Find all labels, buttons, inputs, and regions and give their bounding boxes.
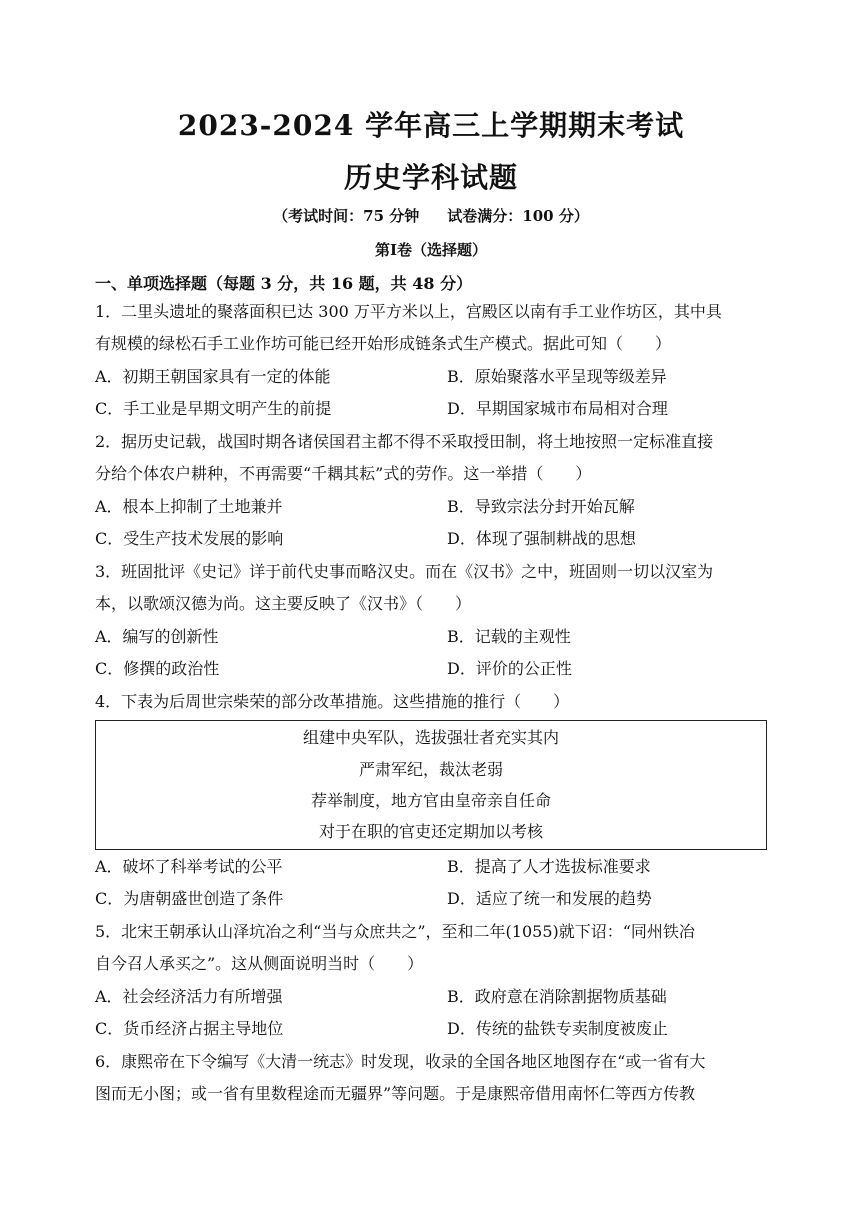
exam-time: （考试时间：75 分钟 [273,207,420,225]
exam-title: 2023-2024 学年高三上学期期末考试 [177,109,685,142]
question-5-option-a[interactable]: A．社会经济活力有所增强 [95,987,283,1006]
question-3-option-b[interactable]: B．记载的主观性 [447,627,571,646]
question-4-option-b[interactable]: B．提高了人才选拔标准要求 [447,857,651,876]
question-5-line-1: 5．北宋王朝承认山泽坑冶之利“当与众庶共之”，至和二年(1055)就下诏：“同州铁冶 [95,922,695,941]
question-2-option-d[interactable]: D．体现了强制耕战的思想 [447,529,636,548]
question-3-line-2: 本，以歌颂汉德为尚。这主要反映了《汉书》（ ） [95,594,472,613]
question-6-line-1: 6．康熙帝在下令编写《大清一统志》时发现，收录的全国各地区地图存在“或一省有大 [95,1052,706,1071]
question-1-option-a[interactable]: A．初期王朝国家具有一定的体能 [95,367,331,386]
question-2-line-1: 2．据历史记载，战国时期各诸侯国君主都不得不采取授田制，将土地按照一定标准直接 [95,432,714,451]
reform-table-row: 荐举制度，地方官由皇帝亲自任命 [310,791,551,810]
question-2-line-2: 分给个体农户耕种，不再需要“千耦其耘”式的劳作。这一举措（ ） [95,464,592,483]
question-4-line-1: 4．下表为后周世宗柴荣的部分改革措施。这些措施的推行（ ） [95,692,570,711]
reform-table-row: 组建中央军队，选拔强壮者充实其内 [302,728,559,747]
reform-table-row: 严肃军纪，裁汰老弱 [358,760,503,779]
question-4-option-d[interactable]: D．适应了统一和发展的趋势 [447,889,652,908]
question-4-option-a[interactable]: A．破坏了科举考试的公平 [95,857,283,876]
exam-meta [95,205,767,226]
question-3-option-c[interactable]: C．修撰的政治性 [95,659,220,678]
question-2-option-c[interactable]: C．受生产技术发展的影响 [95,529,284,548]
question-5-option-c[interactable]: C．货币经济占据主导地位 [95,1019,284,1038]
question-3-option-a[interactable]: A．编写的创新性 [95,627,219,646]
question-3-option-d[interactable]: D．评价的公正性 [447,659,572,678]
question-1-line-1: 1．二里头遗址的聚落面积已达 300 万平方米以上，宫殿区以南有手工业作坊区，其中具 [95,302,722,321]
question-1-option-d[interactable]: D．早期国家城市布局相对合理 [447,399,668,418]
question-6-line-2: 图而无小图；或一省有里数程途而无疆界”等问题。于是康熙帝借用南怀仁等西方传教 [95,1084,696,1103]
question-5-option-b[interactable]: B．政府意在消除割据物质基础 [447,987,667,1006]
full-score: 试卷满分：100 分） [447,207,589,225]
reform-table [95,720,767,850]
question-1-option-c[interactable]: C．手工业是早期文明产生的前提 [95,399,332,418]
question-2-option-b[interactable]: B．导致宗法分封开始瓦解 [447,497,635,516]
question-5-option-d[interactable]: D．传统的盐铁专卖制度被废止 [447,1019,668,1038]
exam-subtitle: 历史学科试题 [343,161,518,194]
question-1-line-2: 有规模的绿松石手工业作坊可能已经开始形成链条式生产模式。据此可知（ ） [95,334,672,353]
question-5-line-2: 自今召人承买之”。这从侧面说明当时（ ） [95,954,424,973]
part-heading: 第Ⅰ卷（选择题） [374,241,488,259]
question-1-option-b[interactable]: B．原始聚落水平呈现等级差异 [447,367,667,386]
section-heading: 一、单项选择题（每题 3 分，共 16 题，共 48 分） [95,274,473,293]
question-4-option-c[interactable]: C．为唐朝盛世创造了条件 [95,889,284,908]
reform-table-row: 对于在职的官吏还定期加以考核 [318,822,543,841]
question-3-line-1: 3．班固批评《史记》详于前代史事而略汉史。而在《汉书》之中，班固则一切以汉室为 [95,562,714,581]
question-2-option-a[interactable]: A．根本上抑制了土地兼并 [95,497,283,516]
